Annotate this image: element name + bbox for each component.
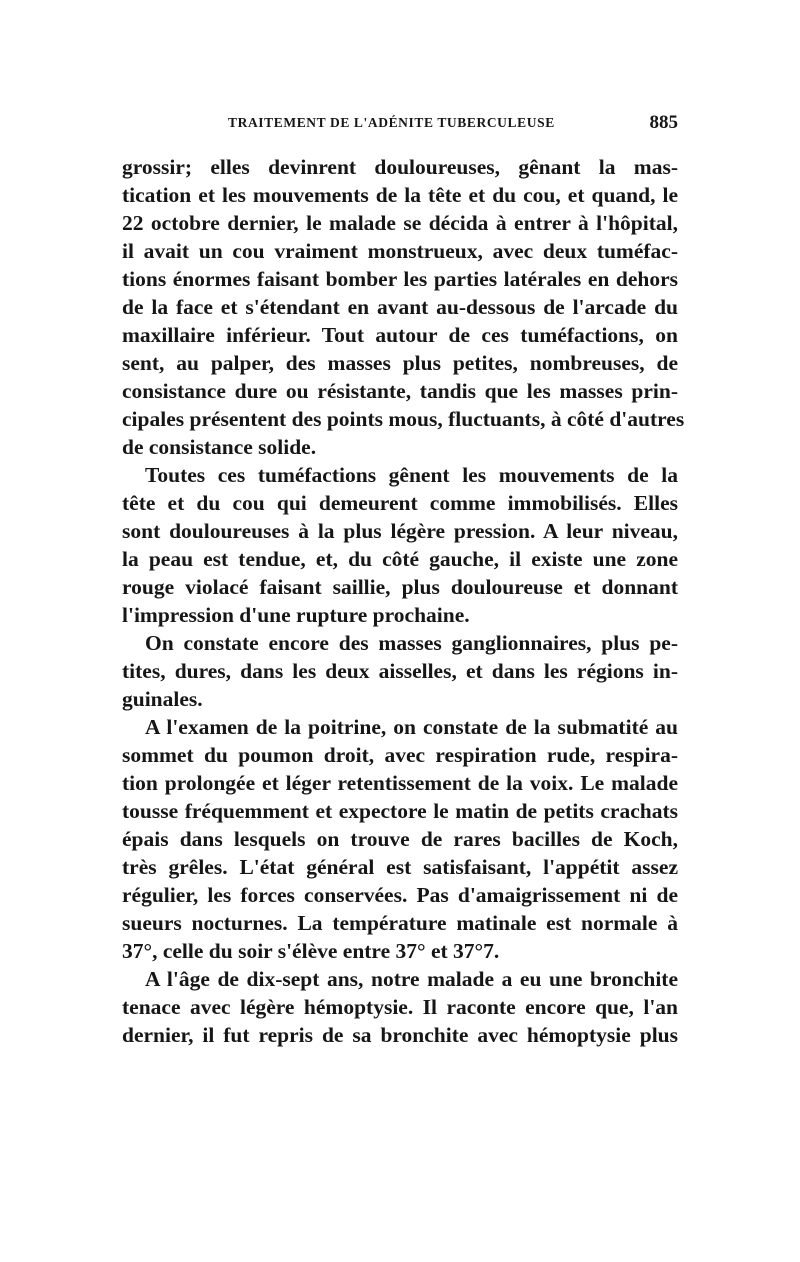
text-line: rouge violacé faisant saillie, plus douloureuse et donnant: [122, 575, 678, 599]
text-line: 22 octobre dernier, le malade se décida à entrer à l'hôpital,: [122, 211, 678, 235]
text-line: sont douloureuses à la plus légère pression. A leur niveau,: [122, 519, 678, 543]
text-line: tenace avec légère hémoptysie. Il raconte encore que, l'an: [122, 995, 678, 1019]
text-line: grossir; elles devinrent douloureuses, gênant la mas-: [122, 155, 678, 179]
paragraph-first-line: A l'examen de la poitrine, on constate de la submatité au: [145, 715, 678, 739]
paragraph-first-line: Toutes ces tuméfactions gênent les mouvements de la: [145, 463, 678, 487]
page-number: 885: [649, 112, 678, 133]
text-line: tête et du cou qui demeurent comme immobilisés. Elles: [122, 491, 678, 515]
text-line: il avait un cou vraiment monstrueux, avec deux tuméfac-: [122, 239, 678, 263]
text-line: tousse fréquemment et expectore le matin de petits crachats: [122, 799, 678, 823]
text-line: l'impression d'une rupture prochaine.: [122, 603, 470, 627]
text-line: épais dans lesquels on trouve de rares bacilles de Koch,: [122, 827, 678, 851]
running-head: [122, 112, 678, 139]
paragraph-first-line: On constate encore des masses ganglionnaires, plus pe-: [145, 631, 678, 655]
text-line: cipales présentent des points mous, fluctuants, à côté d'autres: [122, 407, 685, 431]
text-line: tication et les mouvements de la tête et du cou, et quand, le: [122, 183, 678, 207]
text-line: dernier, il fut repris de sa bronchite avec hémoptysie plus: [122, 1023, 678, 1047]
running-title: TRAITEMENT DE L'ADÉNITE TUBERCULEUSE: [228, 115, 555, 130]
text-line: consistance dure ou résistante, tandis que les masses prin-: [122, 379, 678, 403]
text-line: sueurs nocturnes. La température matinale est normale à: [122, 911, 678, 935]
text-line: sommet du poumon droit, avec respiration rude, respira-: [122, 743, 678, 767]
text-line: de consistance solide.: [122, 435, 317, 459]
text-line: très grêles. L'état général est satisfaisant, l'appétit assez: [122, 855, 678, 879]
text-line: tions énormes faisant bomber les parties latérales en dehors: [122, 267, 678, 291]
text-line: régulier, les forces conservées. Pas d'amaigrissement ni de: [122, 883, 678, 907]
paragraph-first-line: A l'âge de dix-sept ans, notre malade a eu une bronchite: [145, 967, 678, 991]
text-line: 37°, celle du soir s'élève entre 37° et 37°7.: [122, 939, 500, 963]
text-line: de la face et s'étendant en avant au-dessous de l'arcade du: [122, 295, 678, 319]
text-line: guinales.: [122, 687, 203, 711]
text-line: maxillaire inférieur. Tout autour de ces tuméfactions, on: [122, 323, 678, 347]
text-line: tites, dures, dans les deux aisselles, et dans les régions in-: [122, 659, 678, 683]
text-line: la peau est tendue, et, du côté gauche, il existe une zone: [122, 547, 678, 571]
text-line: sent, au palper, des masses plus petites, nombreuses, de: [122, 351, 678, 375]
text-line: tion prolongée et léger retentissement de la voix. Le malade: [122, 771, 678, 795]
